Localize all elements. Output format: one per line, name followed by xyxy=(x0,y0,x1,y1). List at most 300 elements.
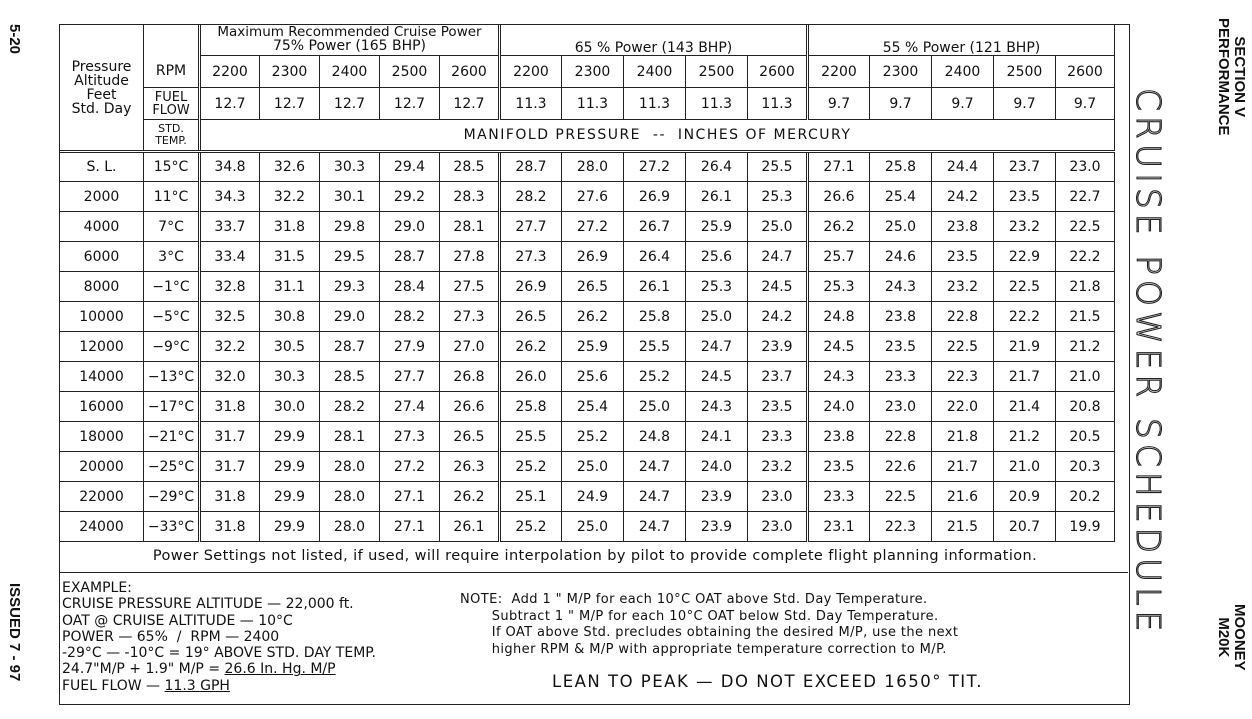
fuel-flow-cell: 11.3 xyxy=(562,88,624,120)
std-temp-cell: −29°C xyxy=(144,482,200,512)
manifold-pressure-cell: 24.9 xyxy=(562,482,624,512)
manifold-pressure-cell: 29.8 xyxy=(320,212,380,242)
manifold-pressure-cell: 27.8 xyxy=(440,242,500,272)
example-line: CRUISE PRESSURE ALTITUDE — 22,000 ft. xyxy=(62,596,354,613)
manifold-pressure-cell: 25.9 xyxy=(562,332,624,362)
manifold-pressure-cell: 32.8 xyxy=(200,272,260,302)
manifold-pressure-cell: 27.7 xyxy=(500,212,562,242)
manifold-pressure-cell: 28.5 xyxy=(320,362,380,392)
manifold-pressure-cell: 23.0 xyxy=(748,512,808,542)
manifold-pressure-cell: 22.5 xyxy=(932,332,994,362)
std-temp-cell: 3°C xyxy=(144,242,200,272)
manifold-pressure-cell: 23.8 xyxy=(870,302,932,332)
manifold-pressure-cell: 25.0 xyxy=(870,212,932,242)
fuel-flow-cell: 11.3 xyxy=(686,88,748,120)
manifold-pressure-cell: 31.7 xyxy=(200,422,260,452)
altitude-cell: 2000 xyxy=(60,182,144,212)
example-line: 24.7"M/P + 1.9" M/P = xyxy=(62,661,225,678)
manifold-pressure-cell: 31.1 xyxy=(260,272,320,302)
manifold-pressure-cell: 27.3 xyxy=(500,242,562,272)
table-row xyxy=(60,302,1115,332)
manifold-pressure-cell: 21.5 xyxy=(932,512,994,542)
rpm-cell: 2600 xyxy=(1056,56,1115,88)
manifold-pressure-cell: 29.5 xyxy=(320,242,380,272)
manifold-pressure-cell: 27.1 xyxy=(380,512,440,542)
rpm-cell: 2400 xyxy=(932,56,994,88)
power-group-75-title: Maximum Recommended Cruise Power xyxy=(217,24,482,40)
manifold-pressure-cell: 28.3 xyxy=(440,182,500,212)
manifold-pressure-cell: 23.2 xyxy=(748,452,808,482)
manifold-pressure-cell: 20.7 xyxy=(994,512,1056,542)
manifold-pressure-cell: 28.1 xyxy=(440,212,500,242)
manifold-pressure-cell: 27.3 xyxy=(440,302,500,332)
manifold-pressure-cell: 23.5 xyxy=(870,332,932,362)
manifold-pressure-cell: 22.7 xyxy=(1056,182,1115,212)
std-temp-cell: 7°C xyxy=(144,212,200,242)
example-line: -29°C — -10°C = 19° ABOVE STD. DAY TEMP. xyxy=(62,645,376,662)
manifold-pressure-cell: 31.8 xyxy=(200,512,260,542)
fuel-flow-cell: 9.7 xyxy=(808,88,870,120)
altitude-cell: 16000 xyxy=(60,392,144,422)
table-row xyxy=(60,362,1115,392)
manifold-pressure-cell: 23.5 xyxy=(932,242,994,272)
manifold-pressure-cell: 25.1 xyxy=(500,482,562,512)
manifold-pressure-cell: 21.8 xyxy=(1056,272,1115,302)
manifold-pressure-cell: 25.4 xyxy=(562,392,624,422)
manifold-pressure-cell: 28.2 xyxy=(380,302,440,332)
power-group-55 xyxy=(808,25,1115,56)
manifold-pressure-cell: 29.9 xyxy=(260,422,320,452)
manifold-pressure-cell: 24.8 xyxy=(808,302,870,332)
manifold-pressure-cell: 24.3 xyxy=(808,362,870,392)
table-row xyxy=(60,482,1115,512)
manifold-pressure-cell: 24.3 xyxy=(686,392,748,422)
manifold-pressure-cell: 21.9 xyxy=(994,332,1056,362)
altitude-cell: 8000 xyxy=(60,272,144,302)
rpm-cell: 2400 xyxy=(320,56,380,88)
table-row xyxy=(60,422,1115,452)
manifold-pressure-cell: 25.0 xyxy=(562,512,624,542)
altitude-cell: 6000 xyxy=(60,242,144,272)
manifold-pressure-cell: 23.9 xyxy=(686,482,748,512)
manifold-pressure-cell: 28.7 xyxy=(500,152,562,182)
fuel-flow-cell: 9.7 xyxy=(1056,88,1115,120)
manifold-pressure-cell: 22.3 xyxy=(932,362,994,392)
manifold-pressure-cell: 27.6 xyxy=(562,182,624,212)
rpm-cell: 2200 xyxy=(200,56,260,88)
example-line: OAT @ CRUISE ALTITUDE — 10°C xyxy=(62,612,293,629)
altitude-cell: 20000 xyxy=(60,452,144,482)
std-temp-cell: 11°C xyxy=(144,182,200,212)
manifold-pressure-cell: 22.5 xyxy=(1056,212,1115,242)
manifold-pressure-cell: 22.9 xyxy=(994,242,1056,272)
manifold-pressure-cell: 27.7 xyxy=(380,362,440,392)
manifold-pressure-cell: 24.8 xyxy=(624,422,686,452)
altitude-cell: 12000 xyxy=(60,332,144,362)
manifold-pressure-cell: 25.2 xyxy=(562,422,624,452)
power-group-75 xyxy=(200,25,500,56)
manifold-pressure-cell: 28.0 xyxy=(320,482,380,512)
manifold-pressure-cell: 23.0 xyxy=(870,392,932,422)
manifold-pressure-cell: 28.2 xyxy=(320,392,380,422)
manifold-pressure-cell: 27.2 xyxy=(624,152,686,182)
manifold-pressure-cell: 29.9 xyxy=(260,482,320,512)
manifold-pressure-cell: 25.6 xyxy=(686,242,748,272)
manifold-pressure-cell: 26.6 xyxy=(440,392,500,422)
aircraft-model: MOONEY M20K xyxy=(1215,604,1248,671)
manifold-pressure-cell: 24.5 xyxy=(808,332,870,362)
note-line: Subtract 1 " M/P for each 10°C OAT below Std. Day Temperature. xyxy=(460,608,939,624)
manifold-pressure-cell: 24.5 xyxy=(748,272,808,302)
rpm-cell: 2500 xyxy=(380,56,440,88)
manifold-pressure-cell: 26.1 xyxy=(440,512,500,542)
manifold-pressure-cell: 29.3 xyxy=(320,272,380,302)
manifold-pressure-cell: 26.4 xyxy=(624,242,686,272)
manifold-pressure-cell: 22.0 xyxy=(932,392,994,422)
table-row xyxy=(60,512,1115,542)
altitude-cell: S. L. xyxy=(60,152,144,182)
manifold-pressure-cell: 25.0 xyxy=(748,212,808,242)
manifold-pressure-cell: 30.3 xyxy=(260,362,320,392)
rpm-cell: 2400 xyxy=(624,56,686,88)
manifold-pressure-cell: 24.1 xyxy=(686,422,748,452)
manifold-pressure-cell: 31.7 xyxy=(200,452,260,482)
pressure-altitude-header: Pressure Altitude Feet Std. Day xyxy=(60,25,144,152)
manifold-pressure-cell: 26.8 xyxy=(440,362,500,392)
manifold-pressure-cell: 29.9 xyxy=(260,512,320,542)
manifold-pressure-cell: 27.3 xyxy=(380,422,440,452)
example-block xyxy=(62,580,376,694)
altitude-cell: 4000 xyxy=(60,212,144,242)
manifold-pressure-cell: 25.0 xyxy=(562,452,624,482)
manifold-pressure-cell: 27.9 xyxy=(380,332,440,362)
manifold-pressure-cell: 25.2 xyxy=(500,452,562,482)
manifold-pressure-cell: 23.1 xyxy=(808,512,870,542)
manifold-pressure-cell: 25.3 xyxy=(748,182,808,212)
manifold-pressure-cell: 28.0 xyxy=(562,152,624,182)
manifold-pressure-cell: 23.9 xyxy=(686,512,748,542)
manifold-pressure-cell: 29.4 xyxy=(380,152,440,182)
manifold-pressure-cell: 26.5 xyxy=(500,302,562,332)
manifold-pressure-cell: 32.2 xyxy=(200,332,260,362)
manifold-pressure-cell: 22.6 xyxy=(870,452,932,482)
manifold-pressure-cell: 33.7 xyxy=(200,212,260,242)
fuel-flow-cell: 12.7 xyxy=(440,88,500,120)
manifold-pressure-cell: 24.7 xyxy=(686,332,748,362)
manifold-pressure-cell: 30.3 xyxy=(320,152,380,182)
manifold-pressure-cell: 25.8 xyxy=(624,302,686,332)
manifold-pressure-cell: 23.9 xyxy=(748,332,808,362)
manifold-pressure-cell: 23.3 xyxy=(748,422,808,452)
rpm-cell: 2300 xyxy=(870,56,932,88)
manifold-pressure-cell: 20.8 xyxy=(1056,392,1115,422)
manifold-pressure-cell: 34.3 xyxy=(200,182,260,212)
std-temp-cell: −17°C xyxy=(144,392,200,422)
table-row xyxy=(60,152,1115,182)
std-temp-cell: −9°C xyxy=(144,332,200,362)
manifold-pressure-cell: 21.7 xyxy=(994,362,1056,392)
power-group-65-sub: 65 % Power (143 BHP) xyxy=(574,40,733,56)
manifold-pressure-cell: 22.5 xyxy=(870,482,932,512)
fuel-flow-cell: 12.7 xyxy=(260,88,320,120)
manifold-pressure-cell: 26.9 xyxy=(624,182,686,212)
issued-date: ISSUED 7 - 97 xyxy=(6,583,23,682)
example-line: FUEL FLOW — xyxy=(62,677,165,694)
fuel-flow-label: FUEL FLOW xyxy=(144,88,200,120)
manifold-pressure-cell: 32.5 xyxy=(200,302,260,332)
table-row xyxy=(60,392,1115,422)
manifold-pressure-cell: 21.5 xyxy=(1056,302,1115,332)
fuel-flow-cell: 9.7 xyxy=(870,88,932,120)
manifold-pressure-cell: 24.7 xyxy=(624,452,686,482)
rpm-cell: 2300 xyxy=(562,56,624,88)
manifold-pressure-cell: 24.0 xyxy=(808,392,870,422)
fuel-flow-cell: 11.3 xyxy=(748,88,808,120)
manifold-pressure-cell: 27.4 xyxy=(380,392,440,422)
manifold-pressure-cell: 21.4 xyxy=(994,392,1056,422)
manifold-pressure-cell: 28.0 xyxy=(320,512,380,542)
manifold-pressure-cell: 21.6 xyxy=(932,482,994,512)
manifold-pressure-cell: 23.0 xyxy=(748,482,808,512)
table-row xyxy=(60,242,1115,272)
manifold-pressure-cell: 25.9 xyxy=(686,212,748,242)
manifold-pressure-cell: 24.2 xyxy=(932,182,994,212)
fuel-flow-cell: 12.7 xyxy=(380,88,440,120)
manifold-pressure-cell: 30.0 xyxy=(260,392,320,422)
section-label: SECTION V PERFORMANCE xyxy=(1215,18,1248,136)
manifold-pressure-cell: 25.5 xyxy=(624,332,686,362)
altitude-cell: 14000 xyxy=(60,362,144,392)
manifold-pressure-cell: 29.0 xyxy=(320,302,380,332)
fuel-flow-cell: 12.7 xyxy=(200,88,260,120)
manifold-pressure-cell: 22.2 xyxy=(994,302,1056,332)
manifold-pressure-cell: 22.8 xyxy=(932,302,994,332)
manifold-pressure-cell: 27.2 xyxy=(562,212,624,242)
note-line: higher RPM & M/P with appropriate temperature correction to M/P. xyxy=(460,641,947,657)
rpm-cell: 2500 xyxy=(686,56,748,88)
manifold-pressure-cell: 23.8 xyxy=(808,422,870,452)
manifold-pressure-cell: 25.0 xyxy=(686,302,748,332)
manifold-pressure-cell: 34.8 xyxy=(200,152,260,182)
manifold-pressure-cell: 26.2 xyxy=(808,212,870,242)
manifold-pressure-cell: 26.6 xyxy=(808,182,870,212)
manifold-pressure-cell: 32.0 xyxy=(200,362,260,392)
manifold-pressure-cell: 21.8 xyxy=(932,422,994,452)
manifold-pressure-cell: 23.2 xyxy=(932,272,994,302)
table-row xyxy=(60,332,1115,362)
manifold-pressure-cell: 27.1 xyxy=(808,152,870,182)
manifold-pressure-cell: 26.4 xyxy=(686,152,748,182)
manifold-pressure-cell: 24.7 xyxy=(624,512,686,542)
fuel-flow-cell: 9.7 xyxy=(994,88,1056,120)
manifold-pressure-cell: 20.5 xyxy=(1056,422,1115,452)
rpm-label: RPM xyxy=(144,56,200,88)
note-line: NOTE: Add 1 " M/P for each 10°C OAT above Std. Day Temperature. xyxy=(460,592,928,607)
manifold-pressure-cell: 27.5 xyxy=(440,272,500,302)
manifold-pressure-cell: 26.9 xyxy=(562,242,624,272)
manifold-pressure-cell: 31.8 xyxy=(200,392,260,422)
power-group-75-sub: 75% Power (165 BHP) xyxy=(272,38,426,54)
manifold-pressure-cell: 29.9 xyxy=(260,452,320,482)
note-block xyxy=(460,592,958,658)
manifold-pressure-cell: 26.2 xyxy=(562,302,624,332)
manifold-pressure-cell: 25.7 xyxy=(808,242,870,272)
manifold-pressure-cell: 24.5 xyxy=(686,362,748,392)
std-temp-cell: −21°C xyxy=(144,422,200,452)
manifold-pressure-cell: 30.1 xyxy=(320,182,380,212)
manifold-pressure-cell: 31.5 xyxy=(260,242,320,272)
manifold-pressure-cell: 25.2 xyxy=(500,512,562,542)
manifold-pressure-cell: 19.9 xyxy=(1056,512,1115,542)
manifold-pressure-cell: 21.7 xyxy=(932,452,994,482)
table-bottom-rule xyxy=(59,572,1128,573)
rpm-cell: 2500 xyxy=(994,56,1056,88)
manifold-pressure-cell: 25.4 xyxy=(870,182,932,212)
altitude-cell: 18000 xyxy=(60,422,144,452)
manifold-pressure-cell: 25.3 xyxy=(808,272,870,302)
cruise-power-table xyxy=(59,24,1115,542)
rpm-cell: 2200 xyxy=(808,56,870,88)
power-group-55-sub: 55 % Power (121 BHP) xyxy=(882,40,1041,56)
manifold-pressure-cell: 24.6 xyxy=(870,242,932,272)
manifold-pressure-cell: 25.5 xyxy=(500,422,562,452)
rpm-cell: 2600 xyxy=(440,56,500,88)
manifold-pressure-cell: 27.0 xyxy=(440,332,500,362)
manifold-pressure-cell: 26.5 xyxy=(562,272,624,302)
manifold-pressure-cell: 28.1 xyxy=(320,422,380,452)
manifold-pressure-cell: 24.7 xyxy=(748,242,808,272)
rpm-cell: 2300 xyxy=(260,56,320,88)
power-group-65 xyxy=(500,25,808,56)
manifold-pressure-cell: 21.0 xyxy=(994,452,1056,482)
manifold-pressure-cell: 25.8 xyxy=(500,392,562,422)
example-result-mp: 26.6 In. Hg. M/P xyxy=(224,661,336,678)
manifold-pressure-cell: 22.2 xyxy=(1056,242,1115,272)
manifold-pressure-cell: 27.2 xyxy=(380,452,440,482)
manifold-pressure-cell: 25.3 xyxy=(686,272,748,302)
note-line: If OAT above Std. precludes obtaining the desired M/P, use the next xyxy=(460,625,959,640)
fuel-flow-cell: 11.3 xyxy=(624,88,686,120)
cruise-power-schedule-title: CRUISE POWER SCHEDULE xyxy=(1129,88,1168,637)
manifold-pressure-cell: 26.5 xyxy=(440,422,500,452)
manifold-pressure-cell: 23.5 xyxy=(994,182,1056,212)
manifold-pressure-cell: 28.5 xyxy=(440,152,500,182)
manifold-pressure-cell: 31.8 xyxy=(200,482,260,512)
std-temp-cell: −33°C xyxy=(144,512,200,542)
manifold-pressure-cell: 29.2 xyxy=(380,182,440,212)
manifold-pressure-cell: 26.2 xyxy=(440,482,500,512)
manifold-pressure-cell: 24.4 xyxy=(932,152,994,182)
manifold-pressure-cell: 28.0 xyxy=(320,452,380,482)
manifold-pressure-cell: 26.0 xyxy=(500,362,562,392)
manifold-pressure-cell: 26.1 xyxy=(624,272,686,302)
altitude-cell: 24000 xyxy=(60,512,144,542)
manifold-pressure-cell: 23.8 xyxy=(932,212,994,242)
manifold-pressure-cell: 22.8 xyxy=(870,422,932,452)
std-temp-label: STD. TEMP. xyxy=(144,120,200,152)
manifold-pressure-cell: 25.5 xyxy=(748,152,808,182)
std-temp-cell: −1°C xyxy=(144,272,200,302)
rpm-cell: 2600 xyxy=(748,56,808,88)
manifold-pressure-cell: 30.5 xyxy=(260,332,320,362)
std-temp-cell: −13°C xyxy=(144,362,200,392)
manifold-pressure-cell: 20.3 xyxy=(1056,452,1115,482)
manifold-pressure-cell: 32.2 xyxy=(260,182,320,212)
manifold-pressure-cell: 22.3 xyxy=(870,512,932,542)
altitude-cell: 10000 xyxy=(60,302,144,332)
manifold-pressure-cell: 24.3 xyxy=(870,272,932,302)
std-temp-cell: 15°C xyxy=(144,152,200,182)
std-temp-cell: −5°C xyxy=(144,302,200,332)
manifold-pressure-cell: 23.2 xyxy=(994,212,1056,242)
manifold-pressure-cell: 26.7 xyxy=(624,212,686,242)
manifold-pressure-cell: 23.5 xyxy=(748,392,808,422)
manifold-pressure-cell: 24.2 xyxy=(748,302,808,332)
manifold-pressure-cell: 28.7 xyxy=(380,242,440,272)
manifold-pressure-cell: 26.9 xyxy=(500,272,562,302)
manifold-pressure-cell: 25.0 xyxy=(624,392,686,422)
manifold-pressure-cell: 25.6 xyxy=(562,362,624,392)
manifold-pressure-cell: 25.2 xyxy=(624,362,686,392)
page-number: 5-20 xyxy=(6,24,23,55)
manifold-pressure-cell: 30.8 xyxy=(260,302,320,332)
fuel-flow-cell: 9.7 xyxy=(932,88,994,120)
manifold-pressure-cell: 33.4 xyxy=(200,242,260,272)
manifold-pressure-cell: 22.5 xyxy=(994,272,1056,302)
manifold-pressure-cell: 29.0 xyxy=(380,212,440,242)
table-row xyxy=(60,452,1115,482)
manifold-pressure-label: MANIFOLD PRESSURE -- INCHES OF MERCURY xyxy=(200,120,1115,152)
manifold-pressure-cell: 21.0 xyxy=(1056,362,1115,392)
altitude-cell: 22000 xyxy=(60,482,144,512)
manifold-pressure-cell: 23.7 xyxy=(994,152,1056,182)
fuel-flow-cell: 12.7 xyxy=(320,88,380,120)
lean-to-peak-note: LEAN TO PEAK — DO NOT EXCEED 1650° TIT. xyxy=(552,672,984,691)
fuel-flow-cell: 11.3 xyxy=(500,88,562,120)
rpm-cell: 2200 xyxy=(500,56,562,88)
manifold-pressure-cell: 28.4 xyxy=(380,272,440,302)
table-row xyxy=(60,182,1115,212)
manifold-pressure-cell: 20.2 xyxy=(1056,482,1115,512)
manifold-pressure-cell: 23.7 xyxy=(748,362,808,392)
table-row xyxy=(60,272,1115,302)
std-temp-cell: −25°C xyxy=(144,452,200,482)
manifold-pressure-cell: 24.0 xyxy=(686,452,748,482)
manifold-pressure-cell: 21.2 xyxy=(994,422,1056,452)
manifold-pressure-cell: 26.1 xyxy=(686,182,748,212)
manifold-pressure-cell: 31.8 xyxy=(260,212,320,242)
example-result-fuel: 11.3 GPH xyxy=(164,677,230,694)
manifold-pressure-cell: 28.7 xyxy=(320,332,380,362)
example-line: POWER — 65% / RPM — 2400 xyxy=(62,628,280,645)
manifold-pressure-cell: 23.3 xyxy=(808,482,870,512)
manifold-pressure-cell: 32.6 xyxy=(260,152,320,182)
manifold-pressure-cell: 20.9 xyxy=(994,482,1056,512)
manifold-pressure-cell: 23.5 xyxy=(808,452,870,482)
manifold-pressure-cell: 26.3 xyxy=(440,452,500,482)
manifold-pressure-cell: 24.7 xyxy=(624,482,686,512)
manifold-pressure-cell: 26.2 xyxy=(500,332,562,362)
manifold-pressure-cell: 25.8 xyxy=(870,152,932,182)
interpolation-note: Power Settings not listed, if used, will require interpolation by pilot to provide complete flight planning information. xyxy=(152,548,1038,564)
table-row xyxy=(60,212,1115,242)
example-heading: EXAMPLE: xyxy=(62,580,132,596)
manifold-pressure-cell: 27.1 xyxy=(380,482,440,512)
manifold-pressure-cell: 28.2 xyxy=(500,182,562,212)
manifold-pressure-cell: 23.3 xyxy=(870,362,932,392)
manifold-pressure-cell: 21.2 xyxy=(1056,332,1115,362)
manifold-pressure-cell: 23.0 xyxy=(1056,152,1115,182)
